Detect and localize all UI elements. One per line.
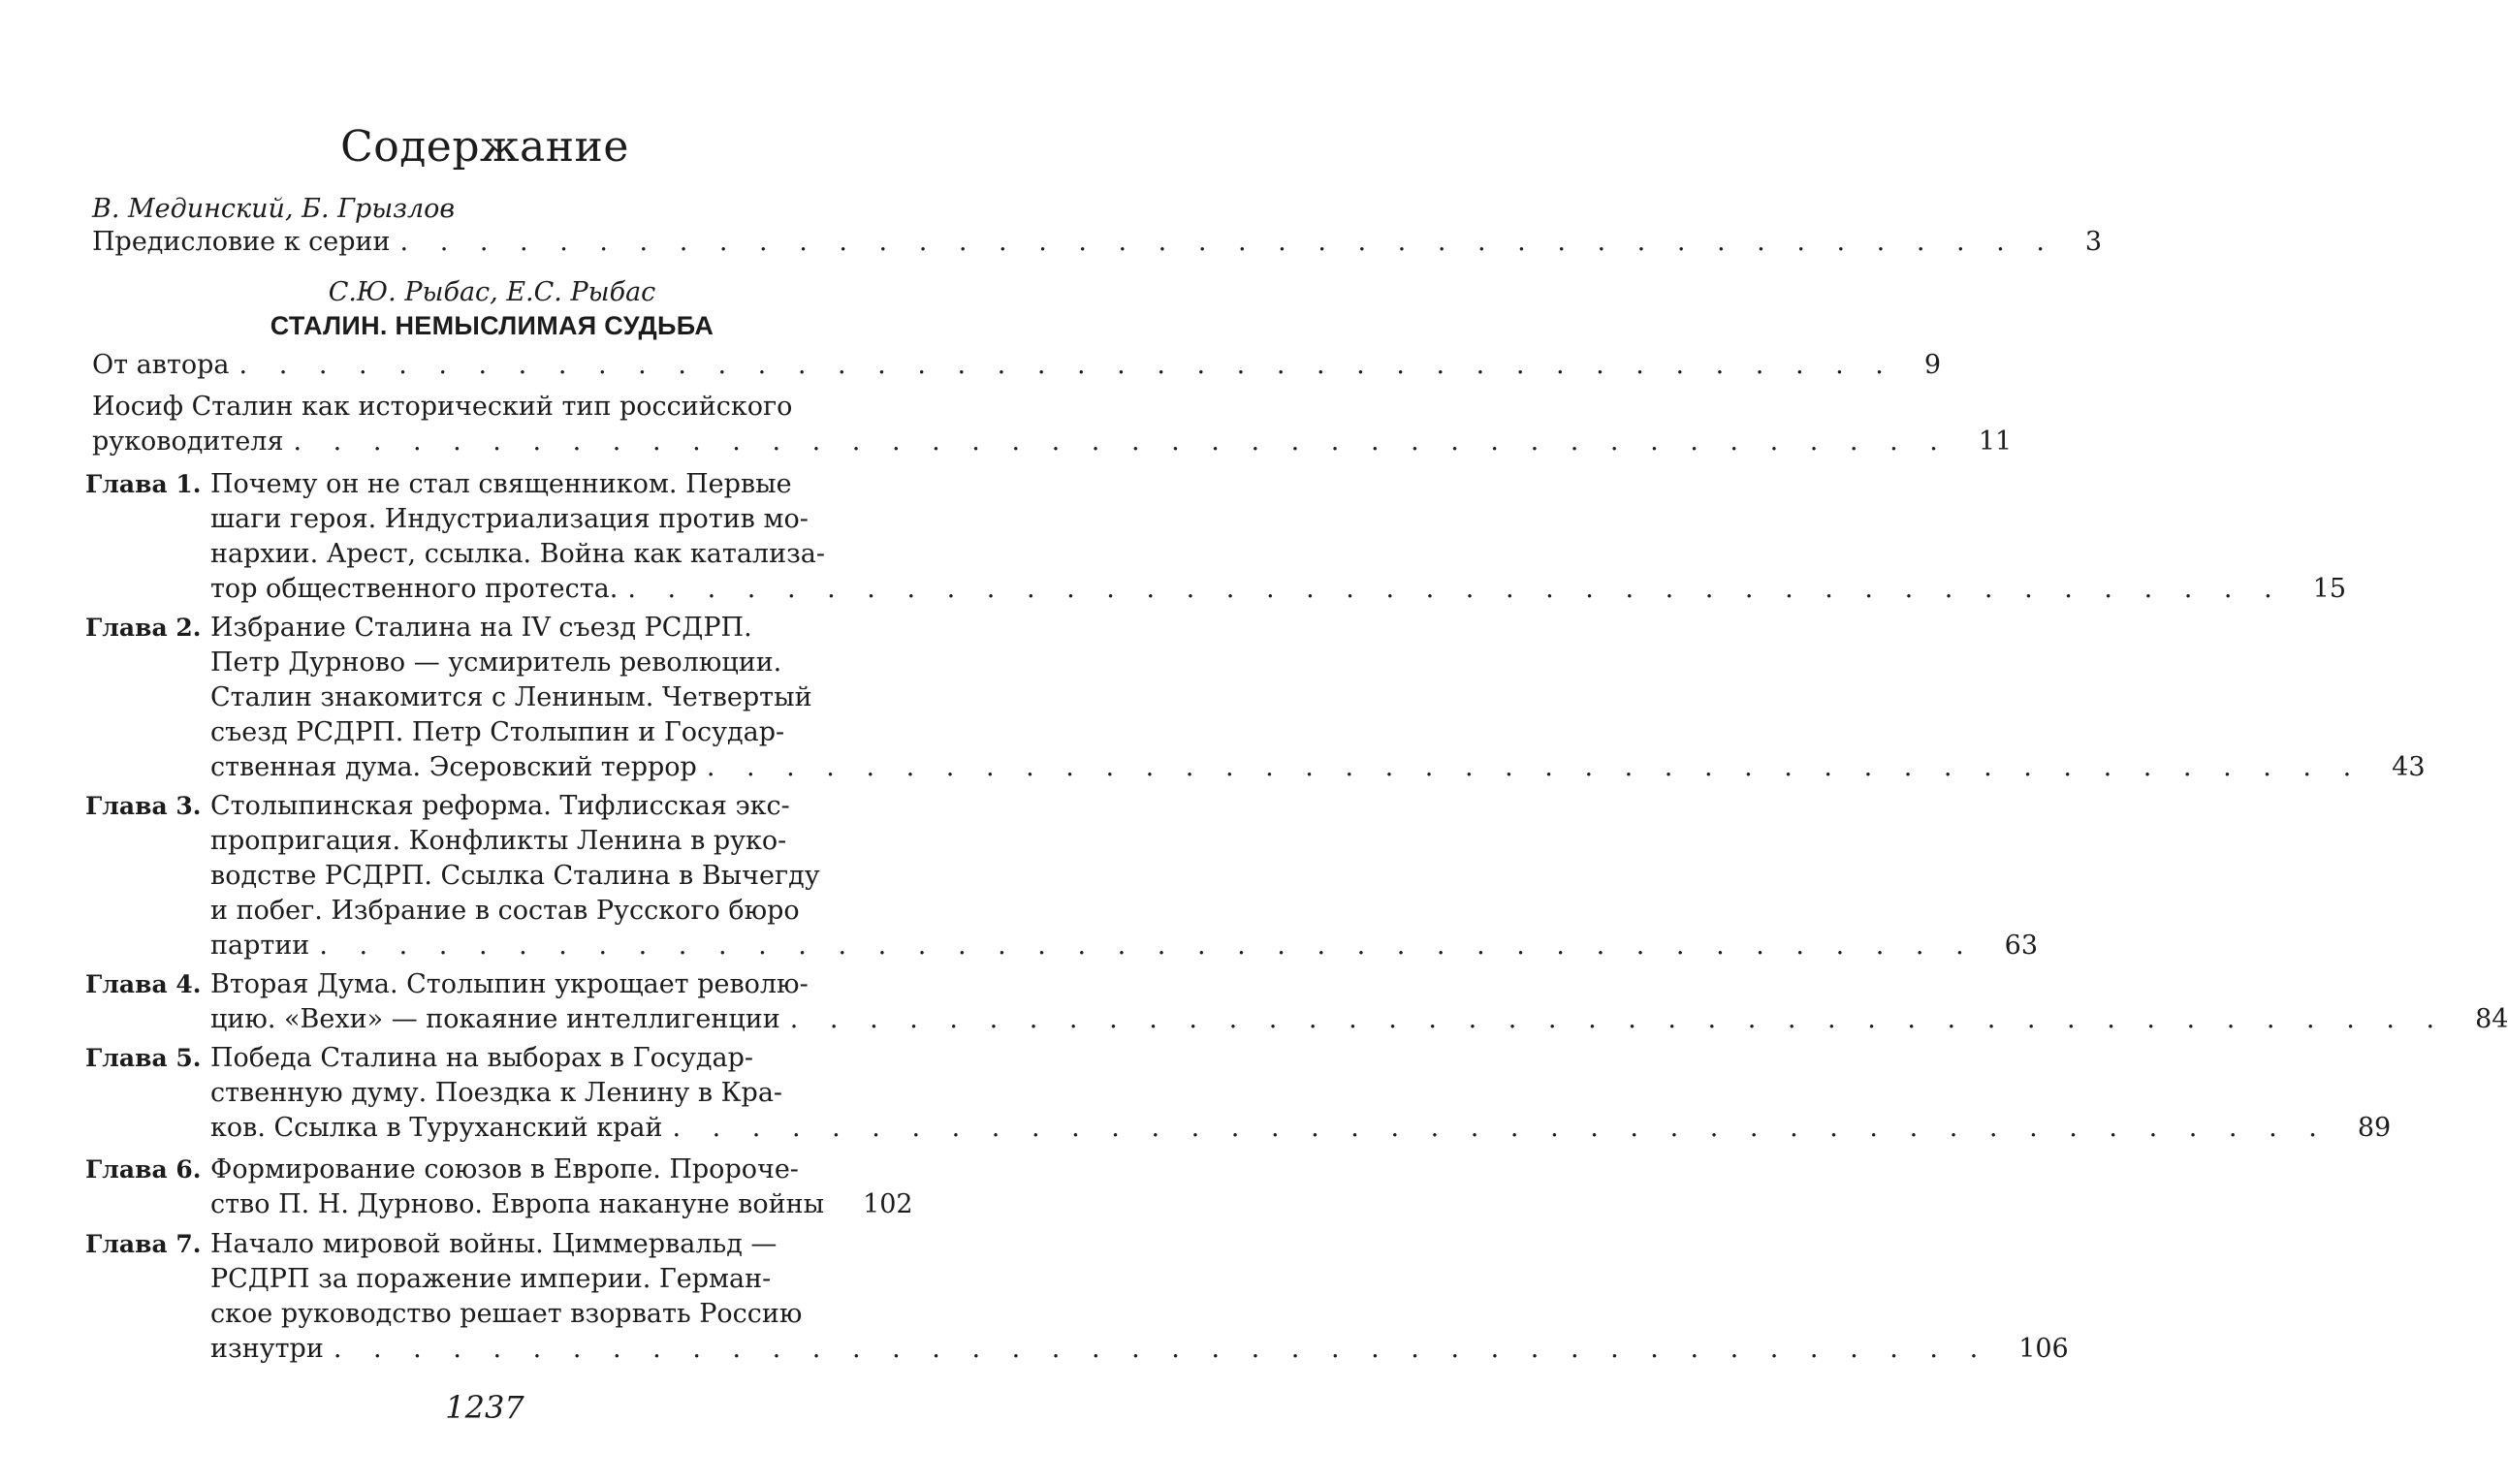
page-number: 1237 <box>445 1389 524 1426</box>
chapter-6-label: Глава 6. <box>85 1155 202 1184</box>
chapter-4-page: 84 <box>2475 1004 2508 1034</box>
leader-dots: . . . . . . . . . . . . . . . . . . . . . . . . . . . . . . . . . . . . . . . . . . <box>238 350 1895 380</box>
chapter-1-page: 15 <box>2312 574 2347 604</box>
book-authors: С.Ю. Рыбас, Е.С. Рыбас <box>328 277 656 307</box>
leader-dots: . . . . . . . . . . . . . . . . . . . . . . . . . . . . . . . . . . . . . . . . . . <box>319 931 1976 961</box>
intro-line-1: Иосиф Сталин как исторический тип российского <box>92 392 793 422</box>
chapter-7-label: Глава 7. <box>85 1230 202 1258</box>
chapter-7-line[interactable]: ское руководство решает взорвать Россию <box>210 1299 803 1329</box>
chapter-6-page: 102 <box>863 1189 913 1219</box>
preface-label: Предисловие к серии <box>92 227 391 257</box>
chapter-2-line[interactable]: Петр Дурново — усмиритель революции. <box>210 647 782 678</box>
chapter-2-line[interactable]: съезд РСДРП. Петр Столыпин и Государ- <box>210 717 785 747</box>
chapter-5-line: ков. Ссылка в Туруханский край <box>210 1113 663 1143</box>
chapter-7-line: изнутри <box>210 1334 324 1364</box>
chapter-6-line: ство П. Н. Дурново. Европа накануне войны <box>210 1189 825 1219</box>
chapter-4-entry[interactable] <box>210 1000 2508 1039</box>
intro-line-2: руководителя <box>92 426 284 457</box>
chapter-5-line[interactable]: Победа Сталина на выборах в Государ- <box>210 1043 753 1073</box>
chapter-4-line: цию. «Вехи» — покаяние интеллигенции <box>210 1004 780 1034</box>
preface-entry[interactable] <box>92 223 2103 262</box>
chapter-2-line: ственная дума. Эсеровский террор <box>210 752 697 782</box>
chapter-2-page: 43 <box>2392 752 2426 782</box>
preface-page: 3 <box>2084 227 2103 257</box>
leader-dots: . . . . . . . . . . . . . . . . . . . . . . . . . . . . . . . . . . . . . . . . . . <box>293 426 1950 457</box>
chapter-6-line[interactable]: Формирование союзов в Европе. Пророче- <box>210 1154 799 1184</box>
from-author-label: От автора <box>92 350 230 380</box>
leader-dots: . . . . . . . . . . . . . . . . . . . . . . . . . . . . . . . . . . . . . . . . . . <box>333 1334 1990 1364</box>
intro-page: 11 <box>1978 426 2013 457</box>
chapter-3-label: Глава 3. <box>85 792 202 820</box>
chapter-7-line[interactable]: Начало мировой войны. Циммервальд — <box>210 1229 778 1259</box>
chapter-5-label: Глава 5. <box>85 1044 202 1072</box>
chapter-1-line[interactable]: шаги героя. Индустриализация против мо- <box>210 504 809 534</box>
chapter-3-line[interactable]: пропригация. Конфликты Ленина в руко- <box>210 826 787 856</box>
chapter-3-line[interactable]: и побег. Избрание в состав Русского бюро <box>210 896 800 926</box>
chapter-1-label: Глава 1. <box>85 470 202 498</box>
chapter-4-line[interactable]: Вторая Дума. Столыпин укрощает револю- <box>210 969 809 999</box>
chapter-3-page: 63 <box>2004 931 2039 961</box>
chapter-7-entry[interactable] <box>210 1330 2069 1369</box>
chapter-2-line[interactable]: Сталин знакомится с Лениным. Четвертый <box>210 682 812 712</box>
chapter-5-page: 89 <box>2357 1113 2392 1143</box>
from-author-page: 9 <box>1923 350 1942 380</box>
chapter-3-entry[interactable] <box>210 927 2039 965</box>
chapter-3-line[interactable]: Столыпинская реформа. Тифлисская экс- <box>210 791 790 821</box>
leader-dots: . . . . . . . . . . . . . . . . . . . . . . . . . . . . . . . . . . . . . . . . . . <box>706 752 2364 782</box>
from-author-entry[interactable] <box>92 346 1942 385</box>
chapter-6-entry[interactable] <box>210 1185 913 1224</box>
chapter-1-line[interactable]: нархии. Арест, ссылка. Война как катализа- <box>210 539 826 569</box>
chapter-2-entry[interactable] <box>210 748 2426 787</box>
leader-dots: . . . . . . . . . . . . . . . . . . . . . . . . . . . . . . . . . . . . . . . . . . <box>627 574 2284 604</box>
chapter-7-page: 106 <box>2018 1334 2069 1364</box>
chapter-1-line[interactable]: Почему он не стал священником. Первые <box>210 469 792 499</box>
chapter-7-line[interactable]: РСДРП за поражение империи. Герман- <box>210 1264 772 1294</box>
chapter-3-line: партии <box>210 931 310 961</box>
chapter-2-line[interactable]: Избрание Сталина на IV съезд РСДРП. <box>210 613 752 643</box>
preface-authors: В. Мединский, Б. Грызлов <box>92 194 456 224</box>
chapter-2-label: Глава 2. <box>85 614 202 642</box>
chapter-5-entry[interactable] <box>210 1109 2392 1148</box>
intro-entry[interactable] <box>92 423 2013 461</box>
leader-dots: . . . . . . . . . . . . . . . . . . . . . . . . . . . . . . . . . . . . . . . . . . <box>399 227 2056 257</box>
book-title: СТАЛИН. НЕМЫСЛИМАЯ СУДЬБА <box>270 311 714 340</box>
leader-dots: . . . . . . . . . . . . . . . . . . . . . . . . . . . . . . . . . . . . . . . . . . <box>789 1004 2447 1034</box>
leader-dots: . . . . . . . . . . . . . . . . . . . . . . . . . . . . . . . . . . . . . . . . . . <box>672 1113 2329 1143</box>
chapter-1-line: тор общественного протеста. <box>210 574 619 604</box>
chapter-1-entry[interactable] <box>210 570 2347 609</box>
page-title: Содержание <box>340 122 629 172</box>
chapter-5-line[interactable]: ственную думу. Поездка к Ленину в Кра- <box>210 1078 783 1108</box>
chapter-3-line[interactable]: водстве РСДРП. Ссылка Сталина в Вычегду <box>210 861 820 891</box>
chapter-4-label: Глава 4. <box>85 970 202 998</box>
